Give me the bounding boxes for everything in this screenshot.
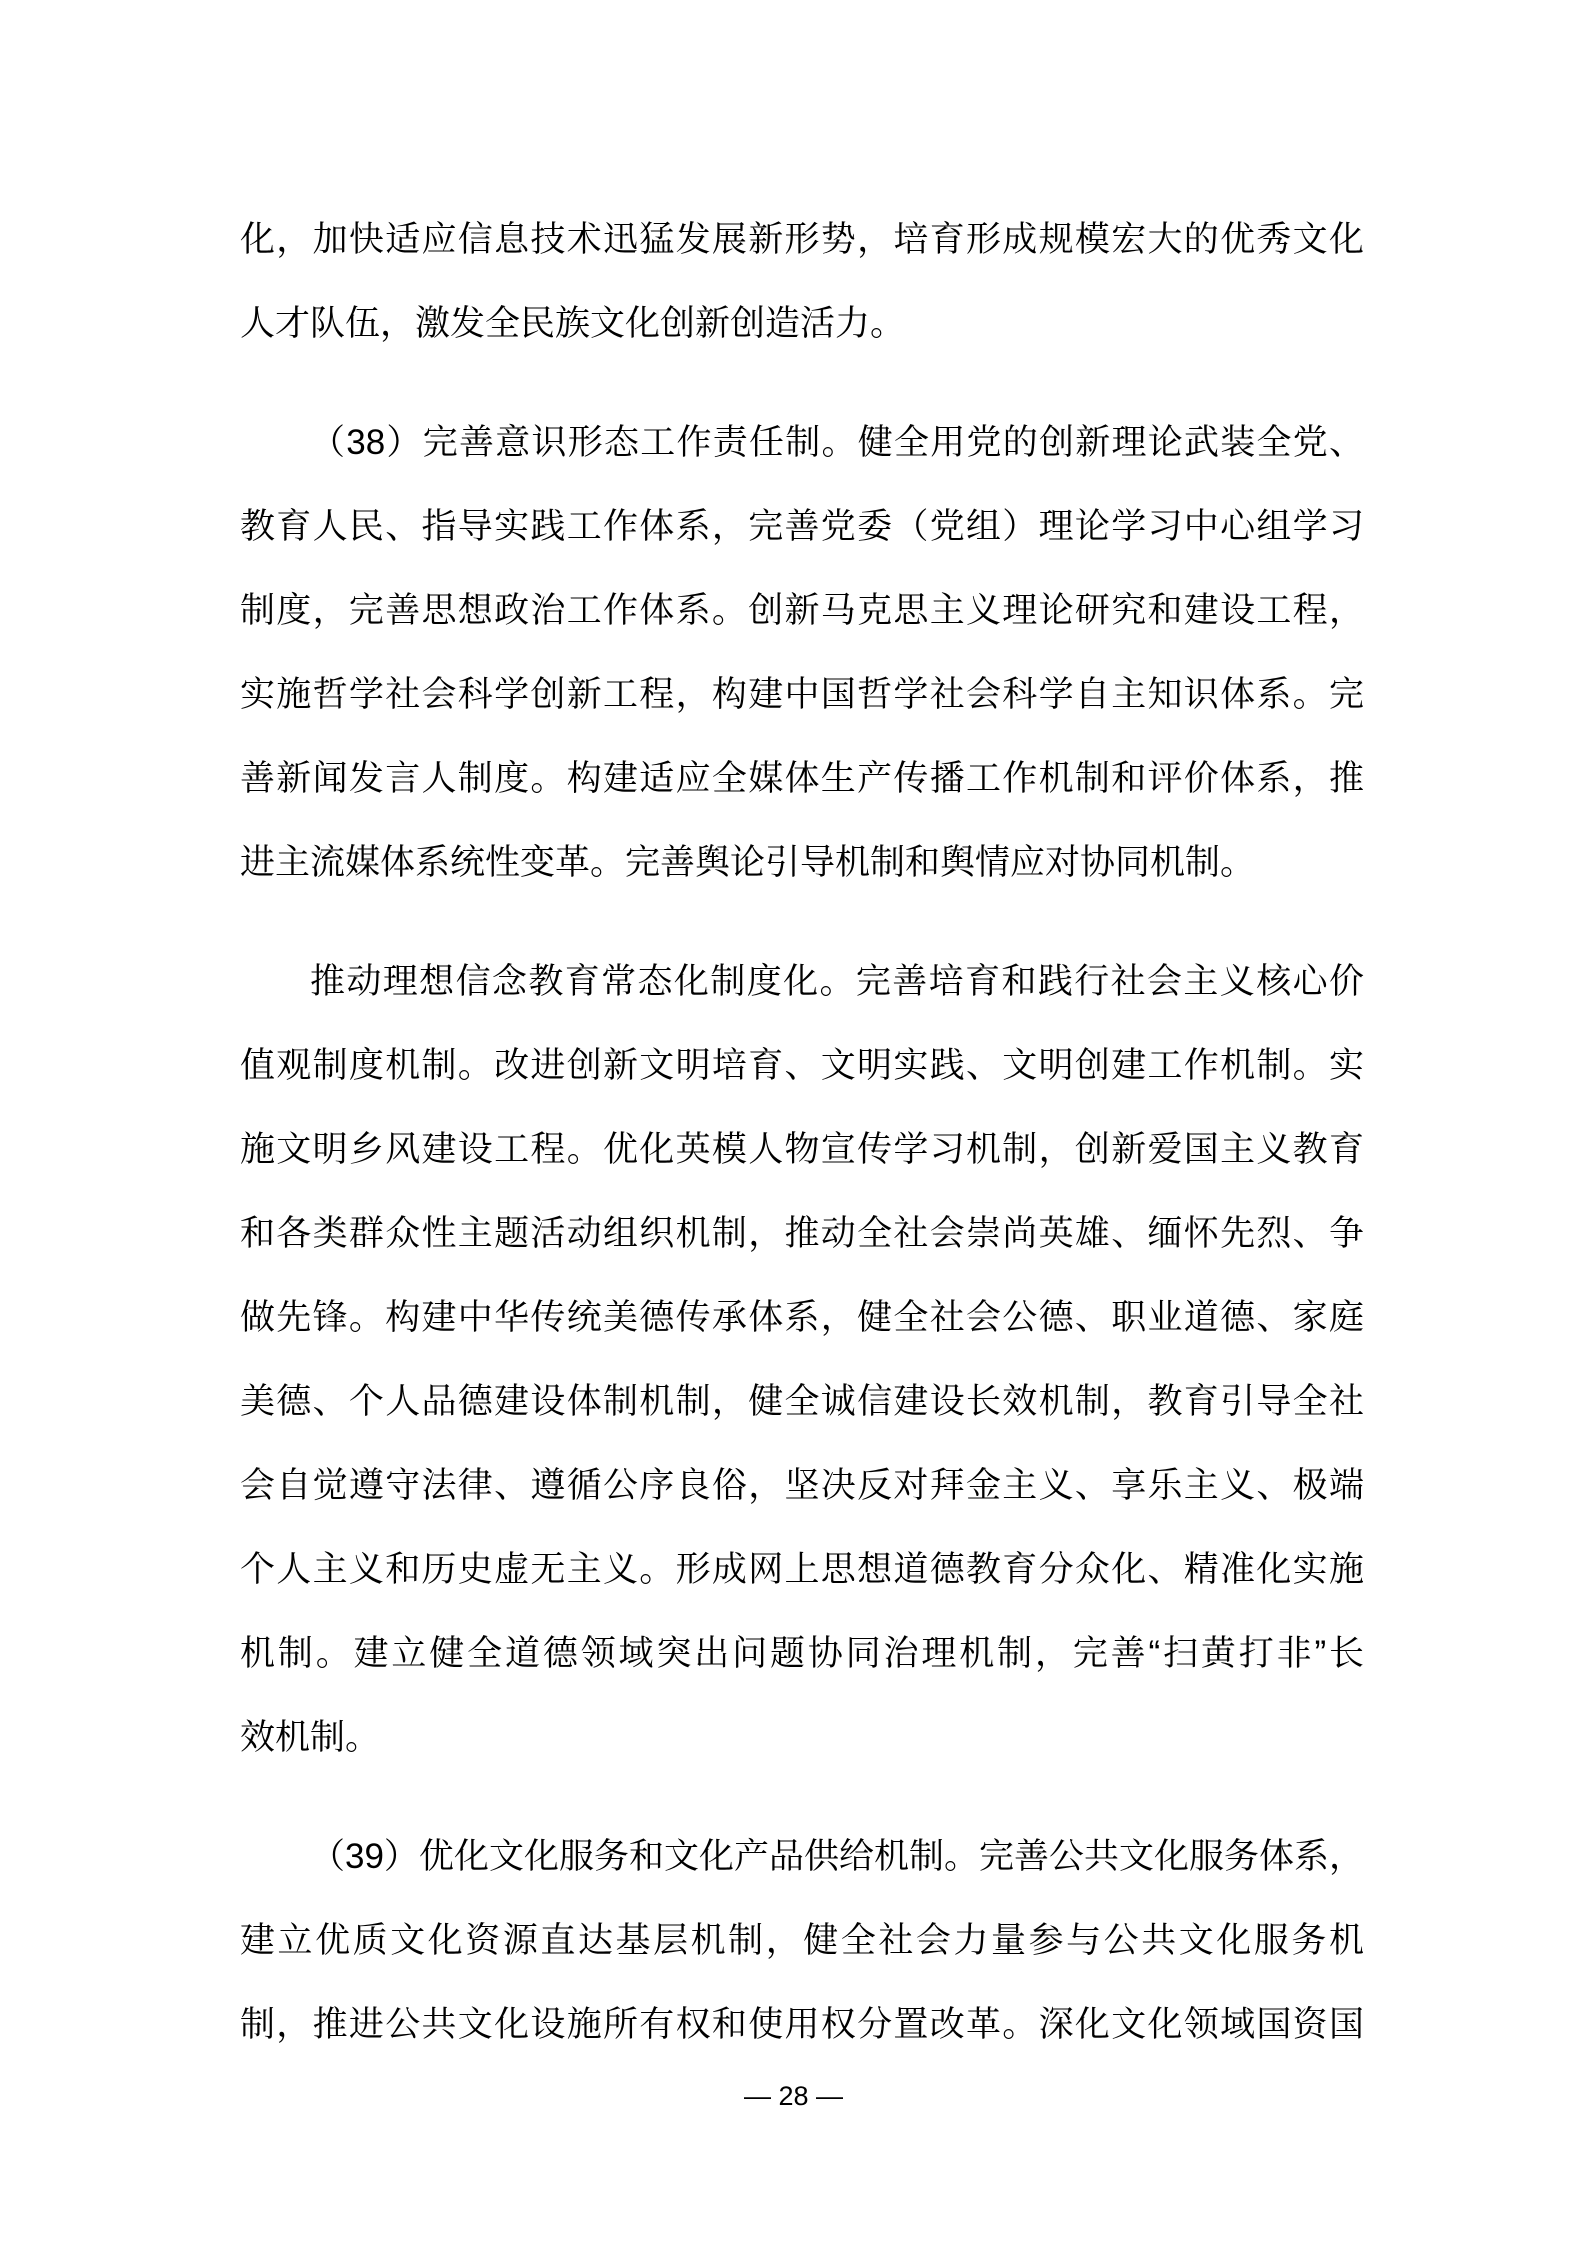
text-line: （39）优化文化服务和文化产品供给机制。完善公共文化服务体系，: [310, 1837, 1364, 1876]
document-body: [240, 198, 1364, 2067]
text-line: 推动理想信念教育常态化制度化。完善培育和践行社会主义核心价: [310, 962, 1364, 1001]
text-line: 效机制。: [240, 1718, 381, 1757]
page-number: — 28 —: [743, 2081, 844, 2111]
text-line: 个人主义和历史虚无主义。形成网上思想道德教育分众化、精准化实施: [240, 1550, 1364, 1589]
text-line: 值观制度机制。改进创新文明培育、文明实践、文明创建工作机制。实: [240, 1046, 1364, 1085]
text-line: 施文明乡风建设工程。优化英模人物宣传学习机制，创新爱国主义教育: [240, 1130, 1364, 1169]
text-line: 机制。建立健全道德领域突出问题协同治理机制，完善“扫黄打非”长: [240, 1634, 1364, 1673]
text-line: 人才队伍，激发全民族文化创新创造活力。: [240, 304, 906, 343]
text-line: 实施哲学社会科学创新工程，构建中国哲学社会科学自主知识体系。完: [240, 675, 1364, 714]
text-line: 进主流媒体系统性变革。完善舆论引导机制和舆情应对协同机制。: [240, 843, 1256, 882]
paragraph: [240, 401, 1364, 905]
text-line: 教育人民、指导实践工作体系，完善党委（党组）理论学习中心组学习: [240, 507, 1364, 546]
text-line: 美德、个人品德建设体制机制，健全诚信建设长效机制，教育引导全社: [240, 1382, 1364, 1421]
text-line: 和各类群众性主题活动组织机制，推动全社会崇尚英雄、缅怀先烈、争: [240, 1214, 1364, 1253]
text-line: 善新闻发言人制度。构建适应全媒体生产传播工作机制和评价体系，推: [240, 759, 1364, 798]
text-line: 化，加快适应信息技术迅猛发展新形势，培育形成规模宏大的优秀文化: [240, 220, 1364, 259]
text-line: 建立优质文化资源直达基层机制，健全社会力量参与公共文化服务机: [240, 1921, 1364, 1960]
text-line: 制，推进公共文化设施所有权和使用权分置改革。深化文化领域国资国: [240, 2005, 1364, 2044]
text-line: 会自觉遵守法律、遵循公序良俗，坚决反对拜金主义、享乐主义、极端: [240, 1466, 1364, 1505]
text-line: （38）完善意识形态工作责任制。健全用党的创新理论武装全党、: [310, 423, 1364, 462]
paragraph: [240, 1815, 1364, 2067]
text-line: 制度，完善思想政治工作体系。创新马克思主义理论研究和建设工程，: [240, 591, 1364, 630]
paragraph: [240, 940, 1364, 1780]
paragraph: [240, 198, 1364, 366]
text-line: 做先锋。构建中华传统美德传承体系，健全社会公德、职业道德、家庭: [240, 1298, 1364, 1337]
